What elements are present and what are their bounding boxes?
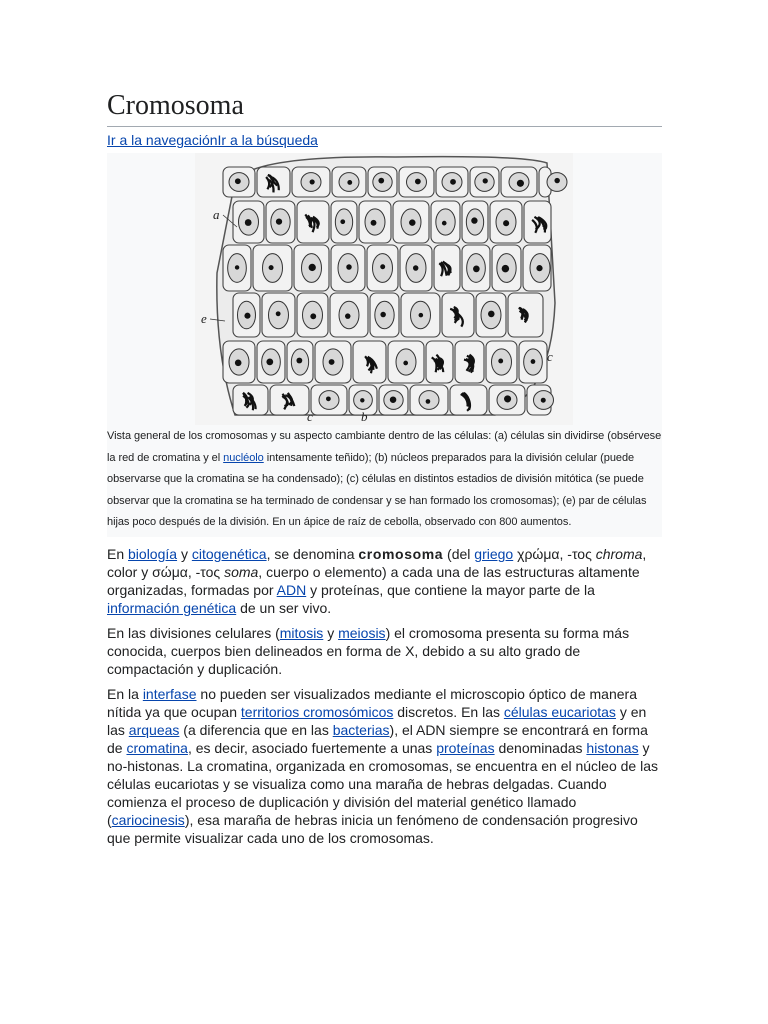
wiki-link[interactable]: biología — [128, 545, 178, 562]
text-run: En la — [107, 685, 143, 702]
text-run: y — [177, 545, 192, 562]
nucleolus — [266, 358, 273, 365]
wiki-link[interactable]: mitosis — [279, 624, 324, 641]
nucleolus — [502, 265, 509, 272]
wiki-link[interactable]: bacterias — [332, 721, 390, 738]
nucleolus — [329, 359, 335, 365]
label-e: e — [201, 311, 207, 326]
nucleolus — [488, 311, 495, 318]
wiki-link[interactable]: información genética — [107, 599, 237, 616]
nucleolus — [269, 265, 274, 270]
figure-caption — [107, 425, 662, 536]
nucleolus — [346, 264, 352, 270]
wiki-link[interactable]: citogenética — [191, 545, 267, 562]
wiki-link[interactable]: cariocinesis — [111, 811, 185, 828]
wiki-link[interactable]: cromatina — [126, 739, 188, 756]
text-run: , cuerpo o elemento) a cada una de las estructuras altamente organizadas, formadas por — [107, 563, 640, 598]
text-run: ), esa maraña de hebras inicia un fenómeno de condensación progresivo que permite visualizar cada uno de los cromosomas. — [107, 811, 638, 846]
nucleolus — [503, 220, 509, 226]
text-run: de un ser vivo. — [236, 599, 332, 616]
nucleolus — [415, 179, 421, 185]
text-run: no pueden ser visualizados mediante el microscopio óptico de manera nítida ya que ocupan — [107, 685, 637, 720]
nucleolus — [371, 220, 377, 226]
nucleolus — [419, 313, 424, 318]
text-run: (a diferencia que en las — [179, 721, 333, 738]
nucleolus — [426, 399, 431, 404]
nucleolus — [378, 178, 384, 184]
nucleolus — [360, 398, 364, 402]
nucleolus — [403, 361, 408, 366]
nucleolus — [244, 313, 250, 319]
nucleolus — [483, 178, 488, 183]
nucleolus — [450, 179, 456, 185]
nucleolus — [536, 265, 542, 271]
nucleolus — [531, 359, 536, 364]
article-body — [107, 545, 662, 847]
navigation-link[interactable]: Ir a la navegaciónIr a la búsqueda — [107, 132, 318, 148]
label-b: b — [361, 409, 368, 424]
nucleolus — [380, 264, 385, 269]
wiki-link[interactable]: histonas — [586, 739, 639, 756]
jump-links — [107, 132, 662, 149]
text-run: denominadas — [494, 739, 587, 756]
wiki-link[interactable]: nucléolo — [223, 451, 264, 464]
nucleolus — [235, 178, 241, 184]
nucleolus — [326, 396, 331, 401]
nucleolus — [442, 221, 447, 226]
bold-term: cromosoma — [358, 545, 444, 562]
page-title: Cromosoma — [107, 88, 662, 127]
text-run: y proteínas, que contiene la mayor parte de la — [306, 581, 595, 598]
nucleolus — [245, 219, 252, 226]
nucleolus — [498, 359, 503, 364]
nucleolus — [235, 360, 242, 367]
text-run: (del — [443, 545, 475, 562]
italic-term: soma — [224, 563, 259, 580]
text-run: discretos. En las — [393, 703, 504, 720]
italic-term: chroma — [595, 545, 643, 562]
text-run: , se denomina — [266, 545, 359, 562]
nucleolus — [340, 219, 345, 224]
paragraph — [107, 685, 662, 847]
text-run: En las divisiones celulares ( — [107, 624, 280, 641]
nucleolus — [345, 313, 351, 319]
nucleolus — [235, 265, 239, 269]
wiki-link[interactable]: células eucariotas — [503, 703, 616, 720]
wiki-link[interactable]: territorios cromosómicos — [240, 703, 394, 720]
nucleolus — [347, 180, 352, 185]
cell — [270, 385, 309, 415]
text-run: En — [107, 545, 129, 562]
wiki-link[interactable]: ADN — [276, 581, 307, 598]
nucleolus — [473, 266, 480, 273]
article — [107, 88, 662, 854]
wiki-link[interactable]: griego — [474, 545, 514, 562]
nucleolus — [504, 395, 511, 402]
wiki-link[interactable]: meiosis — [338, 624, 386, 641]
text-run: y — [323, 624, 339, 641]
nucleolus — [413, 265, 418, 270]
text-run: y no-histonas. La cromatina, organizada en cromosomas, se encuentra en el núcleo de las células eucariotas y se visualiza como una maraña de hebras delgadas. Cuando comienza el proceso de duplicación y división del material genético llamado ( — [107, 739, 658, 828]
nucleolus — [554, 178, 559, 183]
text-run: ), el ADN siempre se encontrará en forma de — [107, 721, 648, 756]
label-c-bottom: c — [307, 409, 313, 424]
paragraph — [107, 545, 662, 617]
nucleolus — [409, 219, 415, 225]
nucleolus — [471, 217, 477, 223]
label-c-right: c — [547, 349, 553, 364]
text-run: ) el cromosoma presenta su forma más conocida, cuerpos bien delineados en forma de X, debido a su alto grado de compactación y duplicación. — [107, 624, 630, 677]
cell — [434, 245, 460, 291]
paragraph — [107, 624, 662, 678]
label-a: a — [213, 207, 220, 222]
cell — [524, 201, 551, 243]
text-run: Vista general de los cromosomas y su aspecto cambiante dentro de las células: (a) células sin dividirse (obsérvese la red de cromatina y el — [107, 430, 662, 464]
nucleolus — [390, 396, 397, 403]
figure — [107, 153, 662, 537]
wiki-link[interactable]: proteínas — [436, 739, 495, 756]
nucleolus — [541, 398, 546, 403]
nucleolus — [380, 312, 386, 318]
nucleolus — [296, 358, 302, 364]
text-run: intensamente teñido); (b) núcleos preparados para la división celular (puede observarse que la cromatina se ha condensado); (c) células en distintos estadios de división mitótica (se puede observar que la cromatina se ha terminado de condensar y se han formado los cromosomas); (e) par de células hijas poco después de la división. En un ápice de raíz de cebolla, observado con 800 aumentos. — [107, 451, 647, 529]
onion-root-tip-cells-illustration — [195, 153, 573, 425]
nucleolus — [310, 179, 315, 184]
text-run: , es decir, asociado fuertemente a unas — [187, 739, 437, 756]
nucleolus — [310, 313, 316, 319]
wiki-link[interactable]: arqueas — [128, 721, 180, 738]
nucleolus — [517, 180, 524, 187]
nucleolus — [276, 218, 282, 224]
text-run: χρώμα, -τος — [513, 545, 596, 562]
text-run: , color y σώμα, -τος — [107, 545, 647, 580]
wiki-link[interactable]: interfase — [142, 685, 197, 702]
text-run: y en las — [107, 703, 647, 738]
nucleolus — [276, 311, 281, 316]
nucleolus — [309, 264, 316, 271]
